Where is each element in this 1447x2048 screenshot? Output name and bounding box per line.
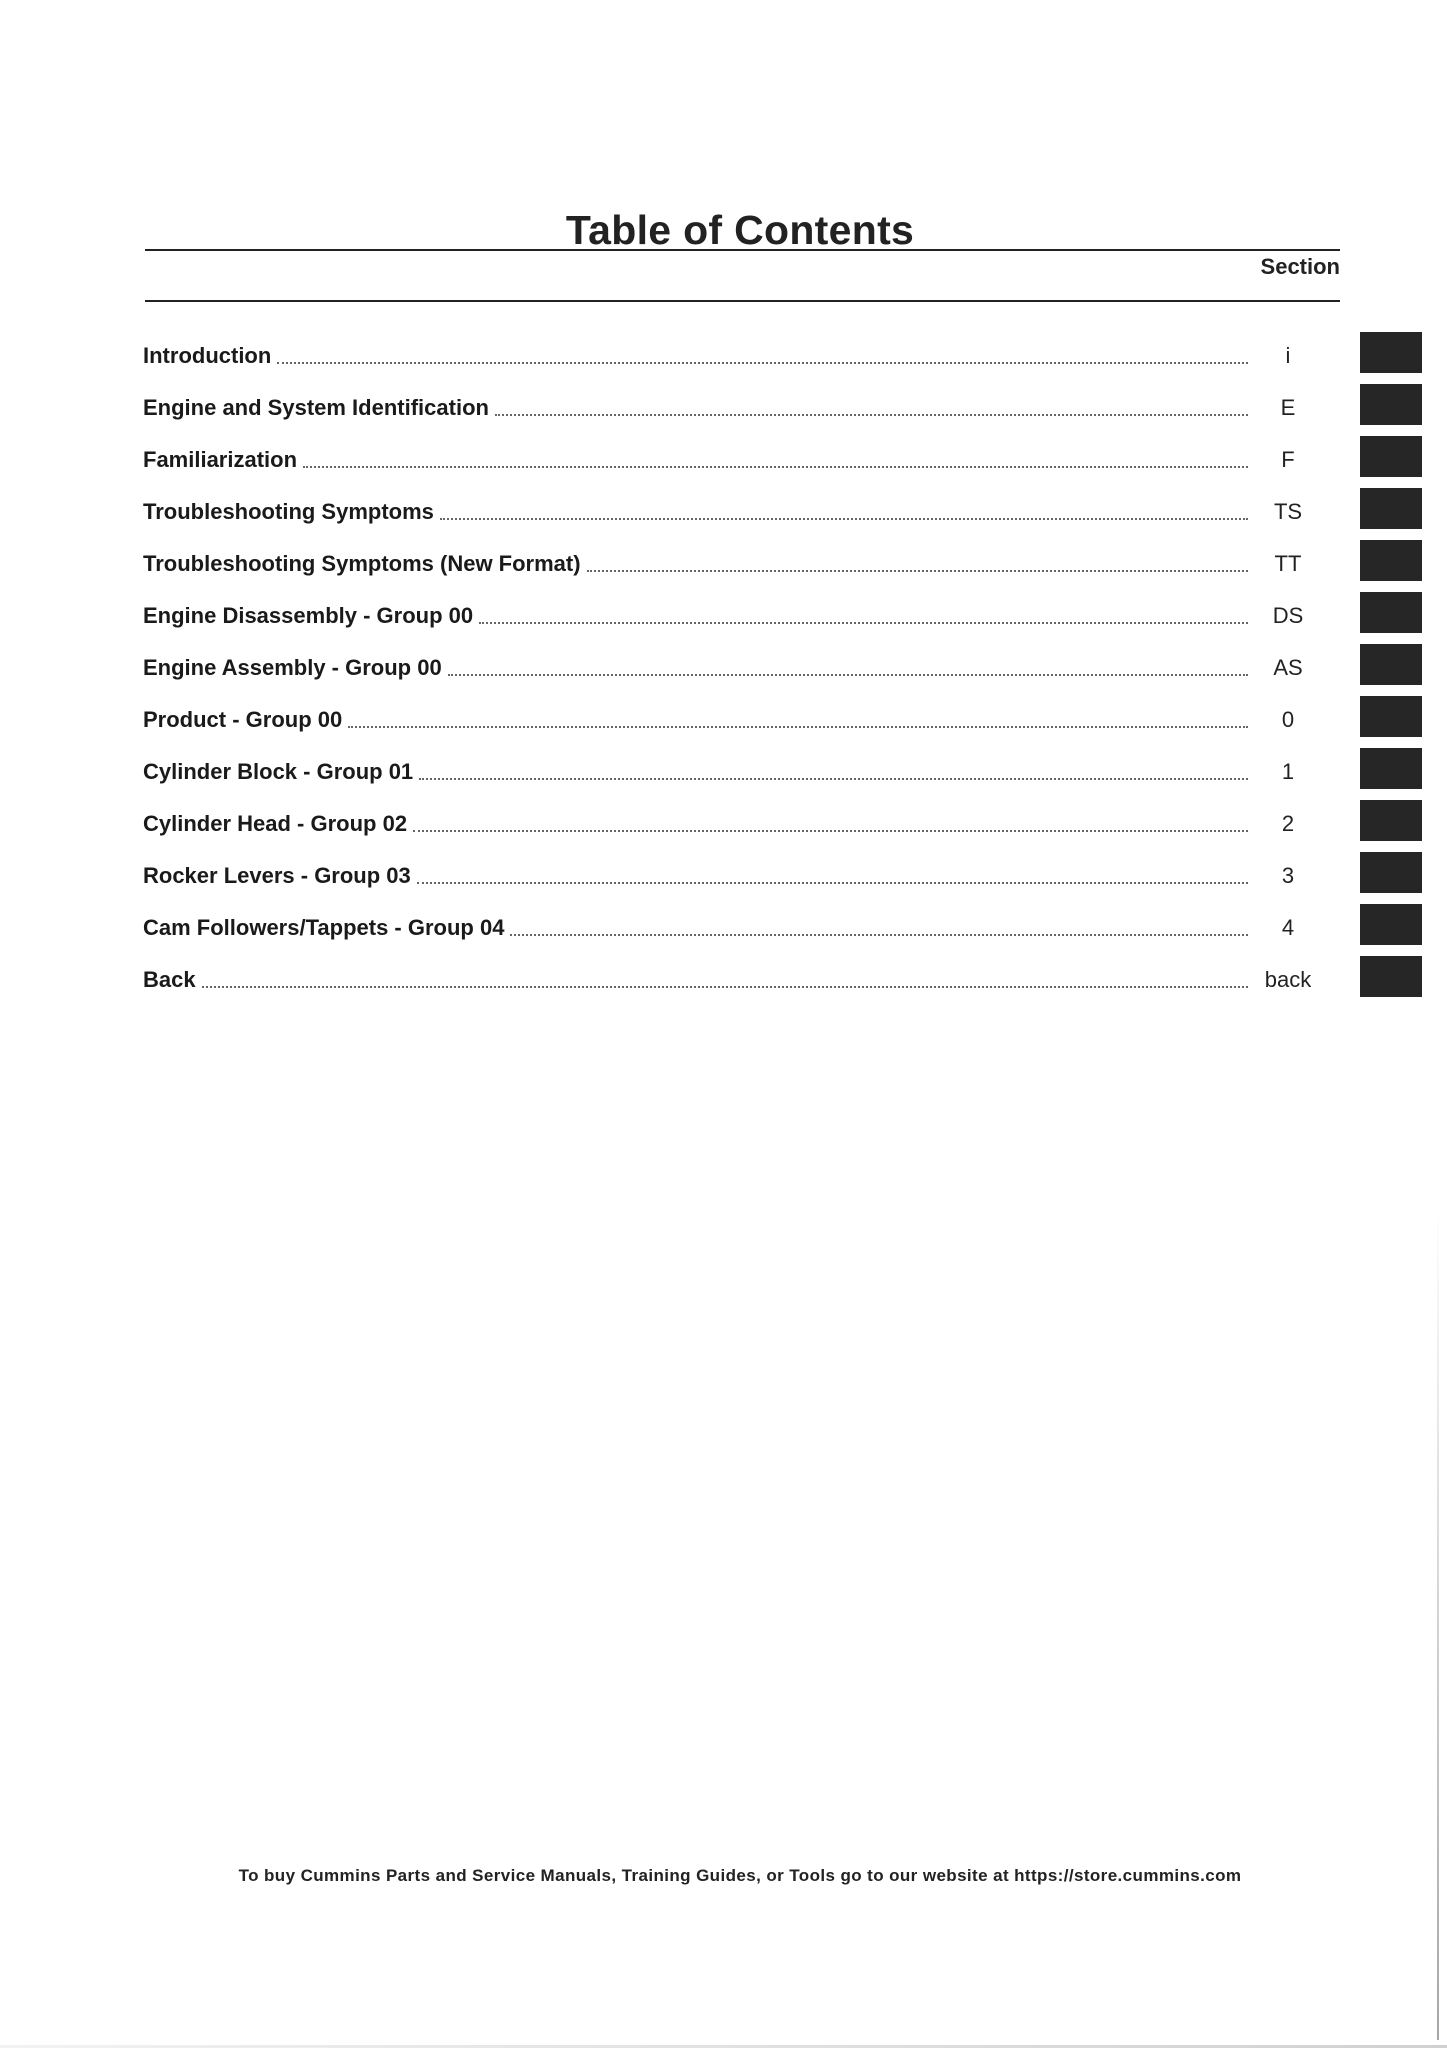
toc-entry-label: Troubleshooting Symptoms (New Format) — [143, 551, 581, 576]
dot-leader — [419, 778, 1248, 780]
toc-entry-label: Familiarization — [143, 447, 298, 472]
thumb-index-tab[interactable] — [1360, 852, 1422, 893]
toc-entry-label: Troubleshooting Symptoms — [143, 499, 434, 524]
scan-edge-shadow — [1437, 1200, 1439, 2040]
toc-entry-label: Engine and System Identification — [143, 395, 489, 420]
toc-entry-label: Back — [143, 967, 196, 992]
toc-entry-troubleshooting-symptoms[interactable] — [143, 486, 1248, 526]
thumb-index-tab[interactable] — [1360, 436, 1422, 477]
thumb-index-tab[interactable] — [1360, 748, 1422, 789]
toc-section-code[interactable]: TS — [1273, 499, 1303, 524]
toc-entry-familiarization[interactable] — [143, 434, 1248, 474]
toc-entry-cylinder-block[interactable] — [143, 746, 1248, 786]
toc-entry-label: Product - Group 00 — [143, 707, 343, 732]
dot-leader — [495, 414, 1248, 416]
thumb-index-tab[interactable] — [1360, 540, 1422, 581]
dot-leader — [587, 570, 1248, 572]
toc-section-code[interactable]: back — [1264, 967, 1312, 992]
toc-entry-introduction[interactable] — [143, 330, 1248, 370]
toc-entry-cam-followers-tappets[interactable] — [143, 902, 1248, 942]
toc-entry-engine-disassembly[interactable] — [143, 590, 1248, 630]
toc-section-code[interactable]: AS — [1273, 655, 1303, 680]
header-rule-top — [145, 249, 1340, 251]
toc-entry-label: Cylinder Head - Group 02 — [143, 811, 408, 836]
toc-section-code[interactable]: 1 — [1281, 759, 1295, 784]
toc-section-code[interactable]: TT — [1274, 551, 1302, 576]
toc-section-code[interactable]: 3 — [1281, 863, 1295, 888]
section-column-header: Section — [1260, 254, 1340, 279]
toc-section-code[interactable]: 2 — [1281, 811, 1295, 836]
toc-entry-label: Cam Followers/Tappets - Group 04 — [143, 915, 505, 940]
toc-section-code[interactable]: i — [1285, 343, 1291, 368]
toc-section-code[interactable]: E — [1280, 395, 1296, 420]
thumb-index-tab[interactable] — [1360, 384, 1422, 425]
toc-entry-label: Engine Disassembly - Group 00 — [143, 603, 474, 628]
toc-entry-engine-system-identification[interactable] — [143, 382, 1248, 422]
thumb-index-tab[interactable] — [1360, 800, 1422, 841]
toc-entry-troubleshooting-symptoms-new-format[interactable] — [143, 538, 1248, 578]
dot-leader — [417, 882, 1248, 884]
dot-leader — [448, 674, 1248, 676]
thumb-index-tab[interactable] — [1360, 332, 1422, 373]
toc-entry-label: Introduction — [143, 343, 272, 368]
toc-entry-engine-assembly[interactable] — [143, 642, 1248, 682]
toc-entry-label: Rocker Levers - Group 03 — [143, 863, 411, 888]
dot-leader — [202, 986, 1248, 988]
toc-entry-cylinder-head[interactable] — [143, 798, 1248, 838]
toc-entry-label: Engine Assembly - Group 00 — [143, 655, 442, 680]
page-title: Table of Contents — [565, 207, 915, 254]
thumb-index-tab[interactable] — [1360, 696, 1422, 737]
thumb-index-tab[interactable] — [1360, 592, 1422, 633]
dot-leader — [348, 726, 1248, 728]
thumb-index-tab[interactable] — [1360, 904, 1422, 945]
thumb-index-tab[interactable] — [1360, 956, 1422, 997]
header-rule-bottom — [145, 300, 1340, 302]
toc-section-code[interactable]: F — [1281, 447, 1295, 472]
toc-entry-label: Cylinder Block - Group 01 — [143, 759, 414, 784]
dot-leader — [413, 830, 1248, 832]
toc-entry-product[interactable] — [143, 694, 1248, 734]
toc-entry-back[interactable] — [143, 954, 1248, 994]
thumb-index-tab[interactable] — [1360, 488, 1422, 529]
dot-leader — [277, 362, 1248, 364]
dot-leader — [479, 622, 1248, 624]
thumb-index-tab[interactable] — [1360, 644, 1422, 685]
footer-store-note: To buy Cummins Parts and Service Manuals, Training Guides, or Tools go to our website at https://store.cummins.com — [238, 1866, 1242, 1885]
dot-leader — [303, 466, 1248, 468]
toc-section-code[interactable]: 0 — [1281, 707, 1295, 732]
toc-section-code[interactable]: DS — [1272, 603, 1304, 628]
toc-section-code[interactable]: 4 — [1281, 915, 1295, 940]
dot-leader — [440, 518, 1248, 520]
toc-entry-rocker-levers[interactable] — [143, 850, 1248, 890]
dot-leader — [510, 934, 1248, 936]
